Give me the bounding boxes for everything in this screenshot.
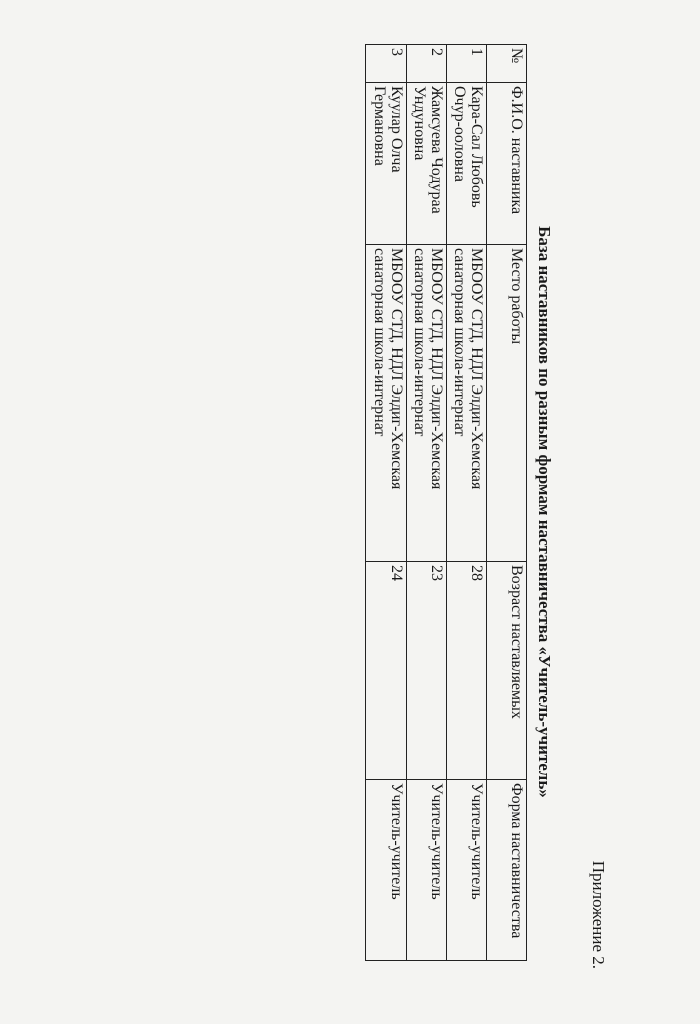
table-row — [407, 45, 447, 961]
mentors-table — [365, 44, 527, 961]
cell-workplace: МБООУ СТД, НДЛ Элдиг-Хемская санаторная школа-интернат — [407, 245, 447, 562]
table-header-row — [487, 45, 527, 961]
document-title: База наставников по разным формам наставничества «Учитель-учитель» — [535, 226, 554, 798]
header-mentee-age: Возраст наставляемых — [487, 562, 527, 780]
cell-mentee-age: 28 — [447, 562, 487, 780]
header-mentor-name: Ф.И.О. наставника — [487, 83, 527, 245]
cell-workplace: МБООУ СТД, НДЛ Элдиг-Хемская санаторная школа-интернат — [366, 245, 407, 562]
cell-number: 1 — [447, 45, 487, 83]
cell-mentoring-form: Учитель-учитель — [366, 780, 407, 961]
cell-mentor-name: Кара-Сал Любовь Очур-ооловна — [447, 83, 487, 245]
cell-mentor-name: Жамсуева Чодураа Ундуновна — [407, 83, 447, 245]
header-mentoring-form: Форма наставничества — [487, 780, 527, 961]
table-row — [366, 45, 407, 961]
cell-mentoring-form: Учитель-учитель — [447, 780, 487, 961]
cell-mentee-age: 24 — [366, 562, 407, 780]
cell-mentoring-form: Учитель-учитель — [407, 780, 447, 961]
header-number: № — [487, 45, 527, 83]
cell-mentee-age: 23 — [407, 562, 447, 780]
cell-workplace: МБООУ СТД, НДЛ Элдиг-Хемская санаторная школа-интернат — [447, 245, 487, 562]
cell-number: 2 — [407, 45, 447, 83]
header-workplace: Место работы — [487, 245, 527, 562]
cell-mentor-name: Куулар Олча Германовна — [366, 83, 407, 245]
appendix-label: Приложение 2. — [589, 860, 608, 969]
table-row — [447, 45, 487, 961]
cell-number: 3 — [366, 45, 407, 83]
